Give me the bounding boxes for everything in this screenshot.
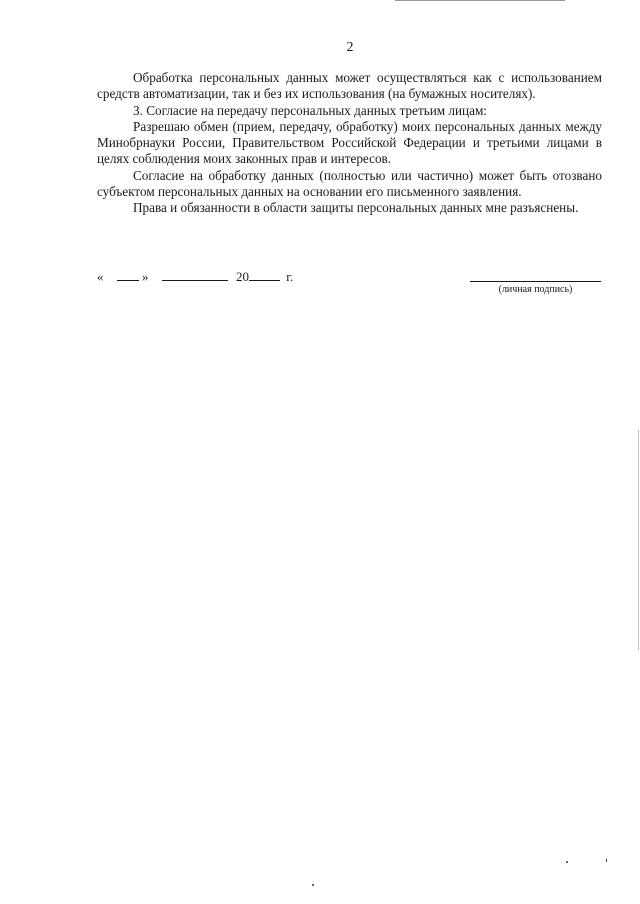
day-blank <box>117 268 139 281</box>
document-body <box>97 70 602 217</box>
paragraph-consent-revocation: Согласие на обработку данных (полностью или частично) может быть отозвано субъектом персональных данных на основании его письменного заявления. <box>97 167 602 200</box>
page-number: 2 <box>346 40 354 55</box>
scan-edge-right <box>638 430 639 650</box>
year-suffix: г. <box>286 269 294 284</box>
date-close-quote: » <box>142 269 149 284</box>
month-blank <box>162 268 228 281</box>
scan-speck <box>606 859 607 862</box>
scan-speck <box>566 861 568 863</box>
year-blank <box>249 268 280 281</box>
date-line <box>97 268 293 285</box>
paragraph-processing-methods: Обработка персональных данных может осуществляться как с использованием средств автоматизации, так и без их использования (на бумажных носителях). <box>97 70 602 102</box>
scan-speck <box>312 884 314 886</box>
paragraph-section-3-heading: 3. Согласие на передачу персональных данных третьим лицам: <box>133 102 487 118</box>
scan-edge-top <box>395 0 565 1</box>
signature-caption: (личная подпись) <box>498 284 573 295</box>
paragraph-rights-explained: Права и обязанности в области защиты персональных данных мне разъяснены. <box>133 200 579 216</box>
paragraph-data-exchange-permission: Разрешаю обмен (прием, передачу, обработку) моих персональных данных между Минобрнауки России, Правительством Российской Федерации и третьими лицами в целях соблюдения моих законных прав и интересов. <box>97 118 602 167</box>
date-open-quote: « <box>97 269 104 284</box>
year-prefix: 20 <box>236 269 249 284</box>
signature-line <box>470 281 601 282</box>
